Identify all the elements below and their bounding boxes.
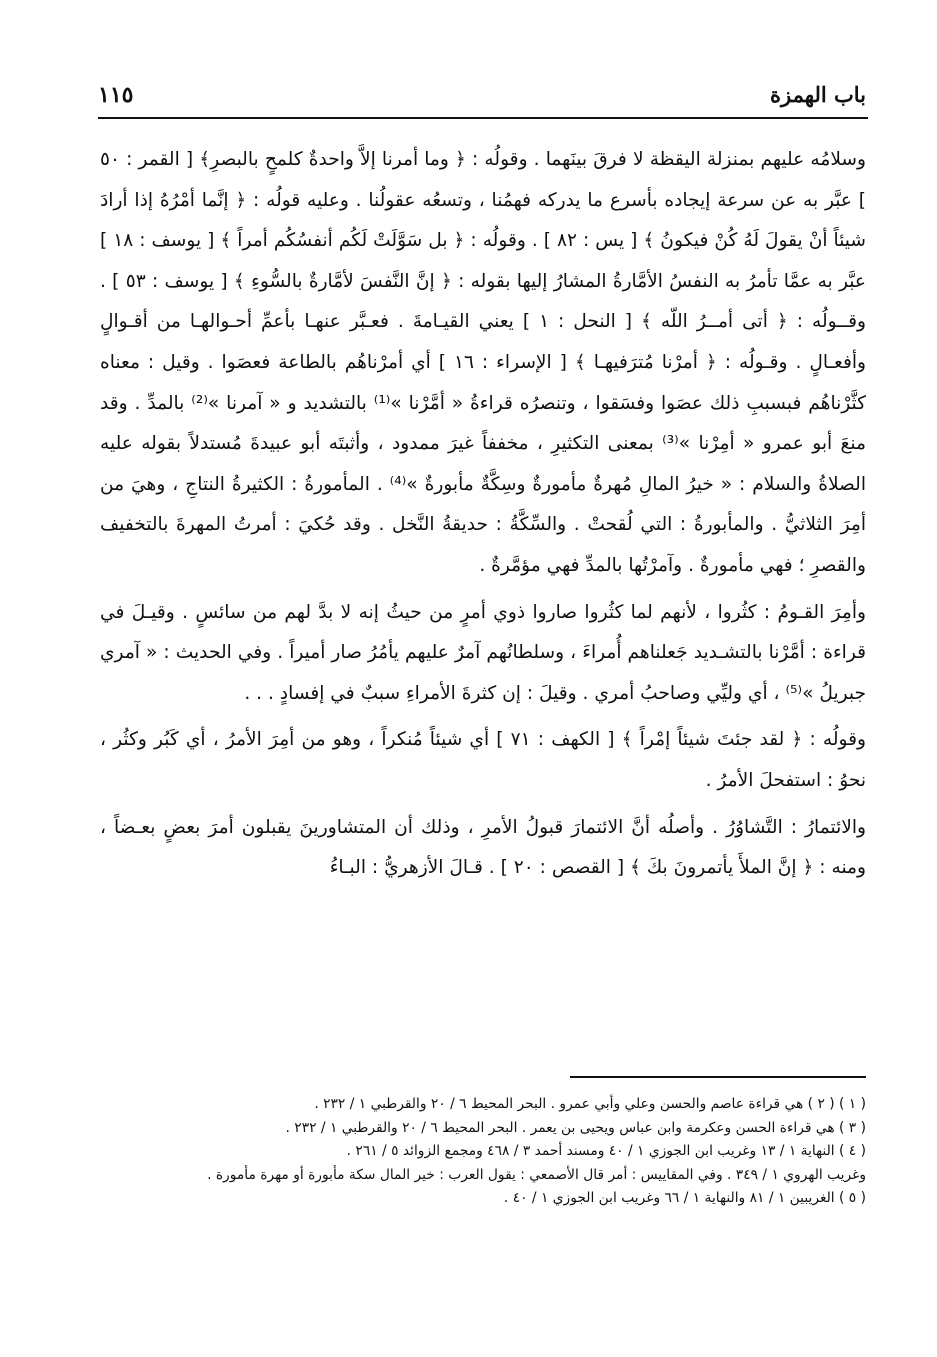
running-title: باب الهمزة (770, 82, 866, 107)
footnote: ( ١ ) ( ٢ ) هي قراءة عاصم والحسن وعلي وأبي عمرو . البحر المحيط ٦ / ٢٠ والقرطبي ١ / ٢٣٢ . (314, 1096, 866, 1112)
page-number: ١١٥ (98, 82, 134, 108)
footnote: ( ٤ ) النهاية ١ / ١٣ وغريب ابن الجوزي ١ / ٤٠ ومسند أحمد ٣ / ٤٦٨ ومجمع الزوائد ٥ / ٢٦١ . (346, 1143, 866, 1160)
paragraph: وقولُه : ﴿ لقد جئتَ شيئاً إمْراً ﴾ [ الكهف : ٧١ ] أي شيئاً مُنكراً ، وهو من أمِرَ الأمرُ ، أي كَبُر وكثُر ، نحوُ : استفحلَ الأمرُ . (100, 729, 866, 791)
footnote-rule (570, 1076, 866, 1078)
paragraph: وأمِرَ القـومُ : كثُروا ، لأنهم لما كثُروا صاروا ذوي أمرٍ من حيثُ إنه لا بدَّ لهم من سائسٍ . وقيـلَ في قراءة : أمَّرْنا بالتشـديد جَعلناهم أُمراءَ ، وسلطانُهم آمرٌ عليهم يأمُرُ صار أميراً . وفي الحديث : « آمري جبريلُ »⁽⁵⁾ ، أي وليِّي وصاحبُ أمري . وقيلَ : إن كثرةَ الأمراءِ سببٌ في إفسادٍ . . . (100, 601, 866, 704)
paragraph: والائتمارُ : التَّشاوُرُ . وأصلُه أنَّ الائتمارَ قبولُ الأمرِ ، وذلك أن المتشاورينَ يقبلون أمرَ بعضٍ بعـضاً ، ومنه : ﴿ إنَّ الملأَ يأتمرونَ بكَ ﴾ [ القصص : ٢٠ ] . قـالَ الأزهريُّ : البـاءُ (100, 816, 866, 879)
paragraph: وسلامُه عليهم بمنزلة اليقظة لا فرقَ بينَهما . وقولُه : ﴿ وما أمرنا إلاَّ واحدةٌ كلمحٍ بالبصرِ﴾ [ القمر : ٥٠ ] عبَّر به عن سرعة إيجاده بأسرع ما يدركه فهمُنا ، وتسعُه عقولُنا . وعليه قولُه : ﴿ إنَّما أمْرُهُ إذا أرادَ شيئاً أنْ يقولَ لَهُ كُنْ فيكونُ ﴾ [ يس : ٨٢ ] . وقولُه : ﴿ بل سَوَّلَتْ لَكُم أنفسُكُم أمراً ﴾ [ يوسف : ١٨ ] عبَّر به عمَّا تأمرُ به النفسُ الأمَّارةُ المشارُ إليها بقوله : ﴿ إنَّ النَّفسَ لأمَّارةٌ بالسُّوءِ ﴾ [ يوسف : ٥٣ ] . وقــولُه : ﴿ أتى أمــرُ اللّه ﴾ [ النحل : ١ ] يعني القيـامةَ . فعـبَّر عنهـا بأعمِّ أحـوالهـا من أقـوالٍ وأفعـالٍ . وقـولُه : ﴿ أمرْنا مُترَفيهـا ﴾ [ الإسراء : ١٦ ] أي أمرْناهُم بالطاعة فعصَوا . وقيل : معناه كثَّرْناهُم فبسببِ ذلك عصَوا وفسَقوا ، وتنصرُه قراءةُ « أمَّرْنا »⁽¹⁾ بالتشديد و « آمرنا »⁽²⁾ بالمدِّ . وقد منعَ أبو عمرو « أمِرْنا »⁽³⁾ بمعنى التكثيرِ ، مخففاً غيرَ ممدود ، وأثبتَه أبو عبيدةَ مُستدلاً بقوله عليه الصلاةُ والسلام : « خيرُ المالِ مُهرةٌ مأمورةٌ وسِكَّةٌ مأبورةٌ »⁽⁴⁾ . المأمورةُ : الكثيرةُ النتاجِ ، وهيَ من أمِرَ الثلاثيُّ . والمأبورةُ : التي لُقحتْ . والسِّكَّةُ : حديقةُ النَّخل . وقد حُكيَ : أمرتُ المهرةَ بالتخفيف والقصرِ ؛ فهي مأمورةٌ . وآمرْتُها بالمدِّ فهي مؤمَّرةٌ . (100, 149, 867, 576)
footnote: ( ٥ ) الغريبين ١ / ٨١ والنهاية ١ / ٦٦ وغريب ابن الجوزي ١ / ٤٠ . (503, 1190, 866, 1207)
page-header (98, 82, 866, 116)
footnote: وغريب الهروي ١ / ٣٤٩ . وفي المقاييس : أمر قال الأصمعي : يقول العرب : خير المال سكة مأبورة أو مهرة مأمورة . (207, 1166, 866, 1183)
header-rule (98, 117, 868, 119)
main-text (100, 140, 866, 889)
footnote: ( ٣ ) هي قراءة الحسن وعكرمة وابن عباس ويحيى بن يعمر . البحر المحيط ٦ / ٢٠ والقرطبي ١ / ٢٣٢ . (285, 1119, 866, 1136)
footnotes (100, 1093, 866, 1211)
